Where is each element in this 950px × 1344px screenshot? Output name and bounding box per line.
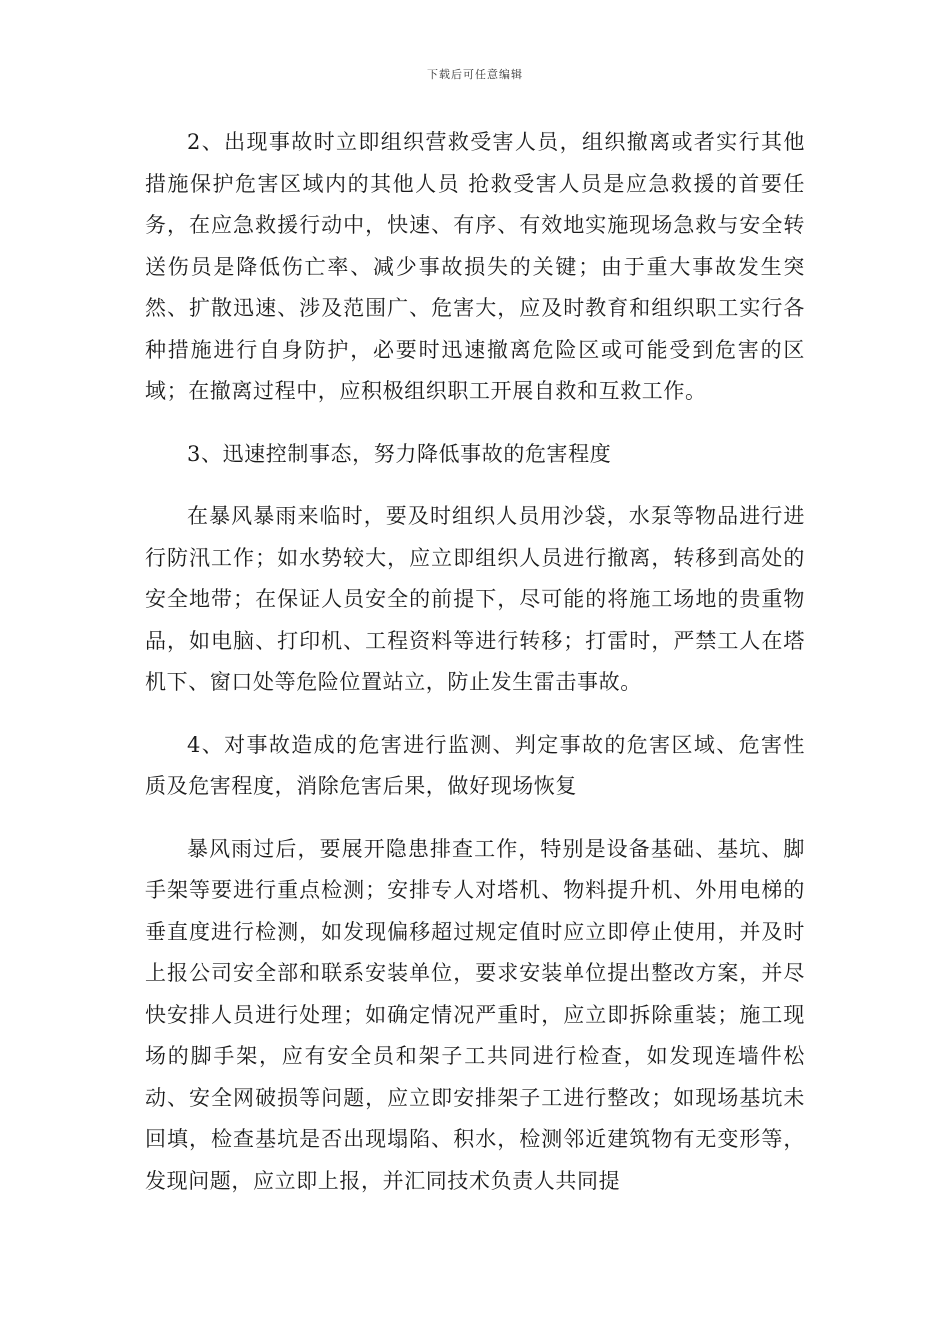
paragraph-item-4-heading: 4、对事故造成的危害进行监测、判定事故的危害区域、危害性质及危害程度，消除危害后果，做好现场恢复 [145, 732, 805, 798]
header-note: 下载后可任意编辑 [427, 68, 523, 81]
document-body [145, 122, 805, 1202]
paragraph-storm-measures: 在暴风暴雨来临时，要及时组织人员用沙袋，水泵等物品进行进行防汛工作；如水势较大，应立即组织人员进行撤离，转移到高处的安全地带；在保证人员安全的前提下，尽可能的将施工场地的贵重物品，如电脑、打印机、工程资料等进行转移；打雷时，严禁工人在塔机下、窗口处等危险位置站立，防止发生雷击事故。 [145, 504, 805, 694]
paragraph-post-storm-inspection: 暴风雨过后，要展开隐患排查工作，特别是设备基础、基坑、脚手架等要进行重点检测；安排专人对塔机、物料提升机、外用电梯的垂直度进行检测，如发现偏移超过规定值时应立即停止使用，并及时上报公司安全部和联系安装单位，要求安装单位提出整改方案，并尽快安排人员进行处理；如确定情况严重时，应立即拆除重装；施工现场的脚手架，应有安全员和架子工共同进行检查，如发现连墙件松动、安全网破损等问题，应立即安排架子工进行整改；如现场基坑未回填，检查基坑是否出现塌陷、积水，检测邻近建筑物有无变形等，发现问题，应立即上报，并汇同技术负责人共同提 [145, 836, 805, 1193]
paragraph-item-3-heading: 3、迅速控制事态，努力降低事故的危害程度 [187, 441, 612, 466]
paragraph-item-2: 2、出现事故时立即组织营救受害人员，组织撤离或者实行其他措施保护危害区域内的其他人员 抢救受害人员是应急救援的首要任务，在应急救援行动中，快速、有序、有效地实施现场急救与安全转送伤员是降低伤亡率、减少事故损失的关键；由于重大事故发生突然、扩散迅速、涉及范围广、危害大，应及时教育和组织职工实行各种措施进行自身防护，必要时迅速撤离危险区或可能受到危害的区域；在撤离过程中，应积极组织职工开展自救和互救工作。 [145, 130, 805, 403]
